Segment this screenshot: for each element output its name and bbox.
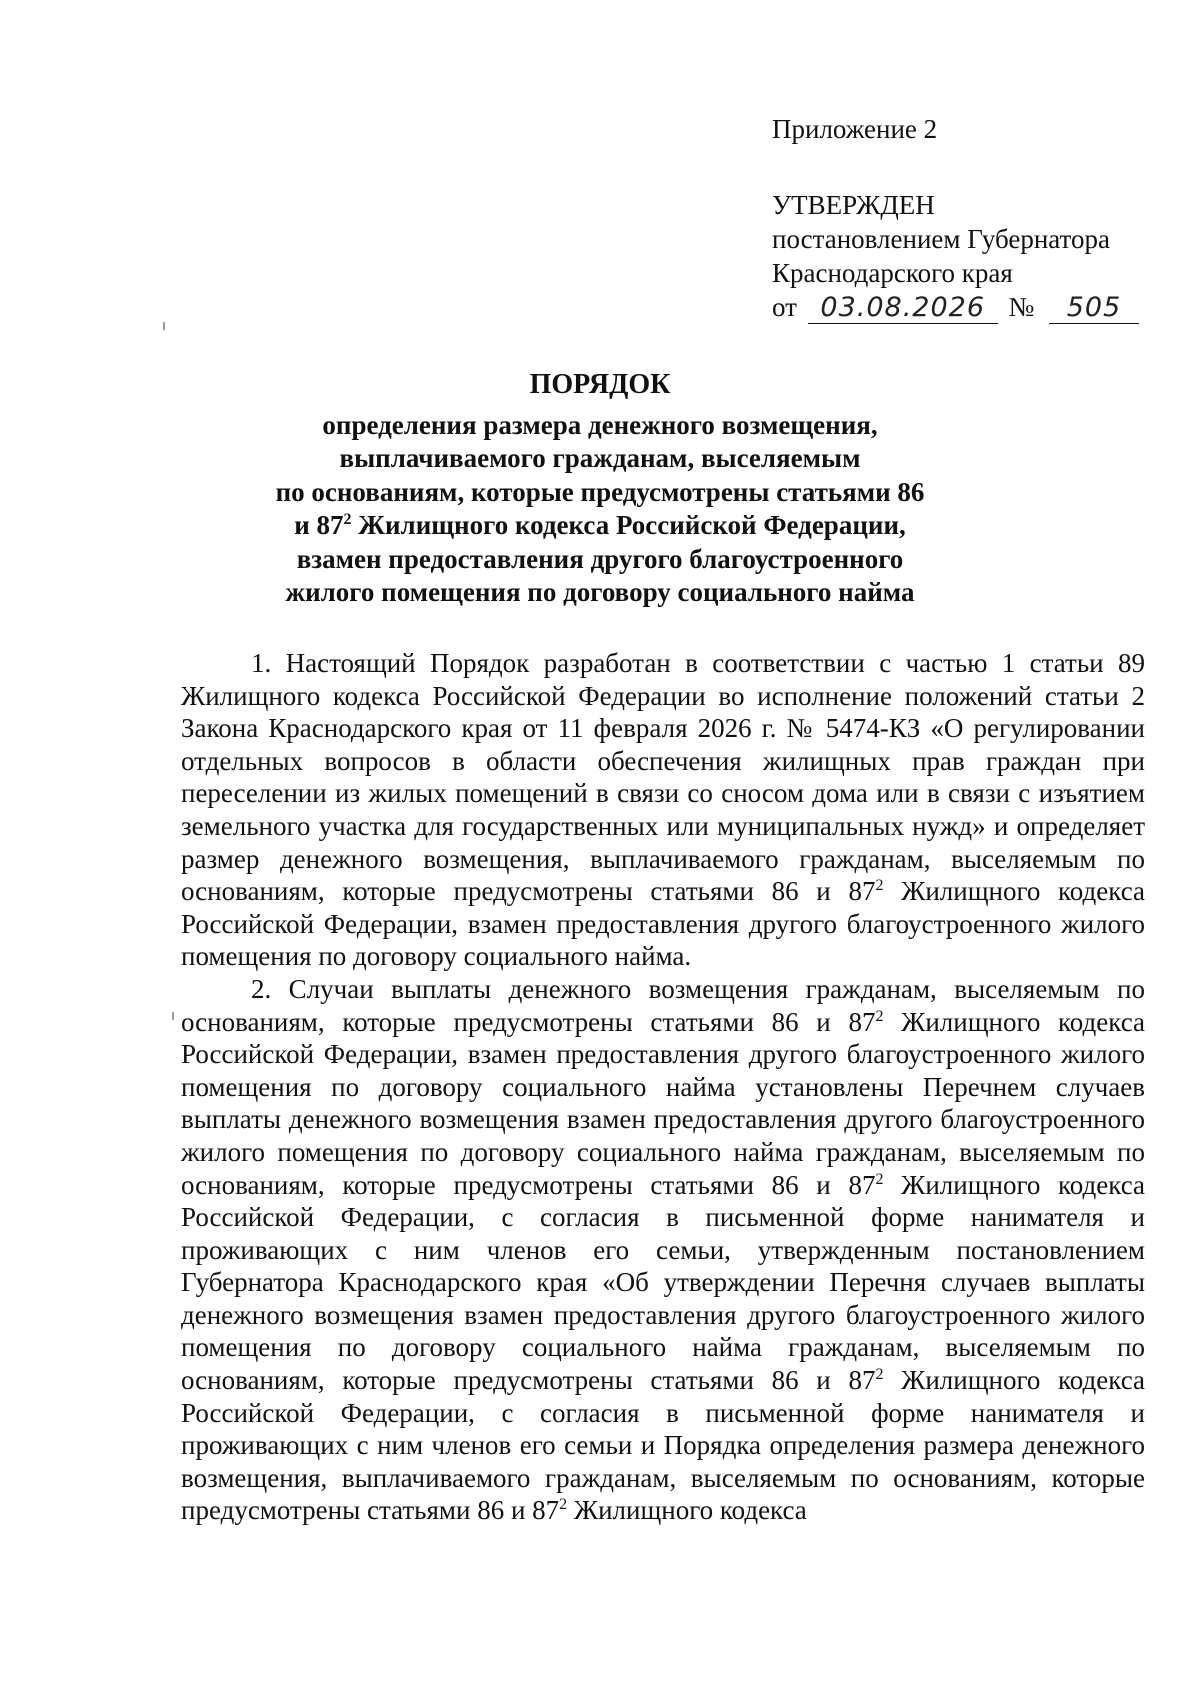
approval-line-1: постановлением Губернатора	[772, 224, 1110, 254]
handwritten-number: 505	[1049, 293, 1139, 324]
approval-heading: УТВЕРЖДЕН	[772, 190, 935, 220]
paragraph-1-text-a: 1. Настоящий Порядок разработан в соответствии с частью 1 статьи 89 Жилищного кодекса Российской Федерации во исполнение положений статьи 2 Закона Краснодарского края от 11 февраля 2026 г. № 5474-КЗ «О регулировании отдельных вопросов в области обеспечения жилищных прав граждан при переселении из жилых помещений в связи со сносом дома или в связи с изъятием земельного участка для государственных или муниципальных нужд» и определяет размер денежного возмещения, выплачиваемого гражданам, выселяемым по основаниям, которые предусмотрены статьями 86 и 87	[181, 648, 1145, 907]
title-line-2: выплачиваемого гражданам, выселяемым	[339, 443, 861, 473]
paragraph-2-text-e: Жилищного кодекса	[567, 1495, 807, 1526]
superscript: 2	[875, 1366, 884, 1384]
date-prefix: от	[772, 292, 797, 322]
scan-speck	[172, 1012, 174, 1020]
title-main: ПОРЯДОК	[529, 369, 671, 400]
title-line-3: по основаниям, которые предусмотрены статьями 86	[275, 476, 925, 507]
handwritten-date: 03.08.2026	[808, 293, 998, 324]
superscript: 2	[559, 1496, 568, 1514]
title-line-4-a: и 87	[294, 510, 344, 540]
title-line-4	[0, 509, 1200, 543]
paragraph-2-text-d: Жилищного кодекса Российской Федерации, с согласия в письменной форме нанимателя и проживающих с ним членов его семьи и Порядка определения размера денежного возмещения, выплачиваемого гражданам, выселяемым по основаниям, которые предусмотрены статьями 86 и 87	[181, 1365, 1145, 1526]
appendix-label: Приложение 2	[772, 114, 938, 144]
title-line-5: взамен предоставления другого благоустроенного	[296, 543, 904, 574]
approval-line-2: Краснодарского края	[772, 258, 1013, 288]
paragraph-1	[181, 647, 1145, 973]
paragraph-2-text-b: Жилищного кодекса Российской Федерации, взамен предоставления другого благоустроенного жилого помещения по договору социального найма установлены Перечнем случаев выплаты денежного возмещения взамен предоставления другого благоустроенного жилого помещения по договору социального найма гражданам, выселяемым по основаниям, которые предусмотрены статьями 86 и 87	[181, 1006, 1145, 1200]
document-body	[181, 647, 1145, 1527]
scan-speck	[163, 322, 165, 330]
approval-block	[772, 112, 1139, 324]
paragraph-2-text-a: 2. Случаи выплаты денежного возмещения гражданам, выселяемым по основаниям, которые предусмотрены статьями 86 и 87	[181, 973, 1145, 1037]
title-line-4-b: Жилищного кодекса Российской Федерации,	[351, 510, 906, 540]
document-title	[0, 368, 1200, 610]
superscript: 2	[875, 1007, 884, 1025]
superscript: 2	[875, 877, 884, 895]
title-line-6: жилого помещения по договору социального найма	[285, 577, 915, 607]
number-sign: №	[1008, 292, 1035, 322]
title-superscript: 2	[343, 511, 352, 528]
superscript: 2	[875, 1170, 884, 1188]
paragraph-2-text-c: Жилищного кодекса Российской Федерации, с согласия в письменной форме нанимателя и проживающих с ним членов его семьи, утвержденным постановлением Губернатора Краснодарского края «Об утверждении Перечня случаев выплаты денежного возмещения взамен предоставления другого благоустроенного жилого помещения по договору социального найма гражданам, выселяемым по основаниям, которые предусмотрены статьями 86 и 87	[181, 1169, 1145, 1396]
paragraph-2	[181, 973, 1145, 1527]
title-line-1: определения размера денежного возмещения,	[322, 409, 878, 440]
paragraph-1-text-b: Жилищного кодекса Российской Федерации, взамен предоставления другого благоустроенного жилого помещения по договору социального найма.	[181, 876, 1145, 972]
approval-date-line	[772, 290, 1139, 324]
